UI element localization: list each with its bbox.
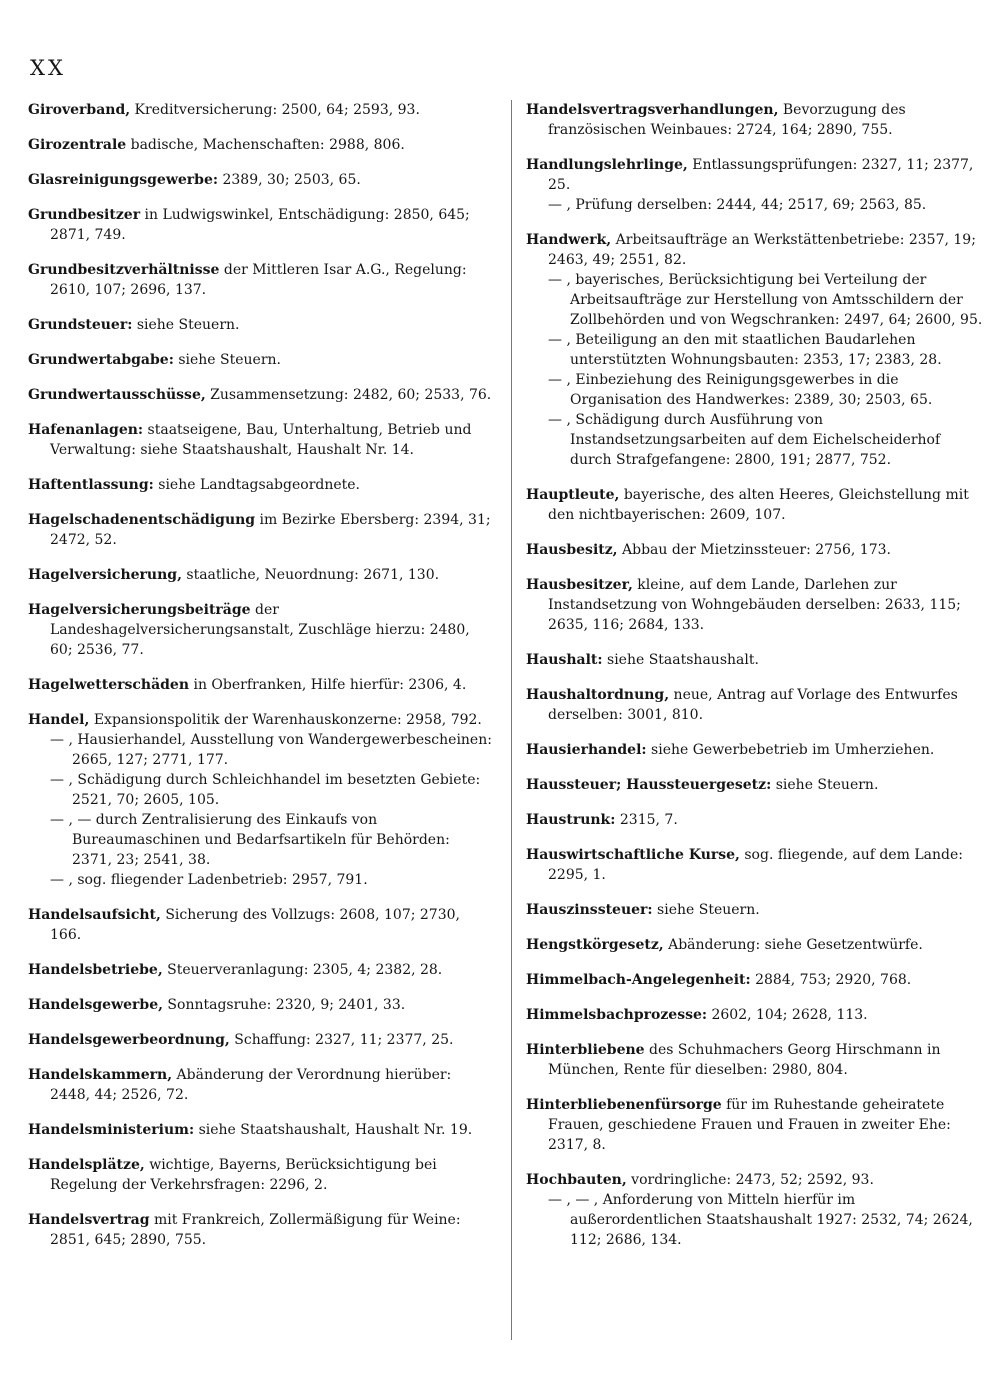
entry-main-line xyxy=(28,135,492,155)
entry-text: siehe Steuern. xyxy=(771,777,879,793)
entry-heading: Himmelsbachprozesse: xyxy=(526,1007,708,1023)
entry-text: Zusammensetzung: 2482, 60; 2533, 76. xyxy=(205,387,492,403)
entry-main-line xyxy=(526,230,984,270)
index-entry xyxy=(28,135,492,155)
index-entry xyxy=(526,1040,984,1080)
index-entry xyxy=(526,900,984,920)
right-column xyxy=(526,100,984,1265)
entry-text: — , Schädigung durch Schleichhandel im besetzten Gebiete: 2521, 70; 2605, 105. xyxy=(50,772,481,808)
index-entry xyxy=(28,905,492,945)
entry-heading: Hafenanlagen: xyxy=(28,422,144,438)
entry-main-line xyxy=(526,775,984,795)
index-entry xyxy=(28,420,492,460)
index-entry xyxy=(526,1170,984,1250)
entry-main-line xyxy=(28,565,492,585)
index-entry xyxy=(526,845,984,885)
entry-heading: Hinterbliebene xyxy=(526,1042,645,1058)
entry-heading: Girozentrale xyxy=(28,137,127,153)
entry-text: Abbau der Mietzinssteuer: 2756, 173. xyxy=(617,542,891,558)
entry-text: Kreditversicherung: 2500, 64; 2593, 93. xyxy=(130,102,420,118)
entry-text: — , — durch Zentralisierung des Einkaufs von Bureaumaschinen und Bedarfsartikeln für Behörden: 2371, 23; 2541, 38. xyxy=(50,812,450,868)
entry-text: siehe Steuern. xyxy=(652,902,760,918)
entry-main-line xyxy=(526,1040,984,1080)
entry-main-line xyxy=(526,810,984,830)
entry-heading: Hausbesitz, xyxy=(526,542,618,558)
entry-text: 2315, 7. xyxy=(615,812,678,828)
index-entry xyxy=(28,675,492,695)
entry-heading: Hochbauten, xyxy=(526,1172,627,1188)
entry-text: 2389, 30; 2503, 65. xyxy=(218,172,361,188)
entry-sub-line xyxy=(526,195,984,215)
page-number: XX xyxy=(30,56,66,80)
entry-text: staatliche, Neuordnung: 2671, 130. xyxy=(181,567,440,583)
index-entry xyxy=(28,475,492,495)
entry-main-line xyxy=(28,1155,492,1195)
index-entry xyxy=(28,1065,492,1105)
left-column xyxy=(28,100,492,1265)
entry-heading: Grundbesitzverhältnisse xyxy=(28,262,220,278)
entry-main-line xyxy=(28,260,492,300)
index-entry xyxy=(526,970,984,990)
entry-main-line xyxy=(526,685,984,725)
entry-text: kleine, auf dem Lande, Darlehen zur Instandsetzung von Wohngebäuden derselben: 2633, 115; 2635, 116; 2684, 133. xyxy=(548,577,961,633)
entry-main-line xyxy=(526,485,984,525)
entry-text: der Mittleren Isar A.G., Regelung: 2610, 107; 2696, 137. xyxy=(50,262,467,298)
entry-heading: Handelsplätze, xyxy=(28,1157,145,1173)
index-entry xyxy=(28,510,492,550)
entry-sub-line xyxy=(526,410,984,470)
entry-sub-line xyxy=(526,1190,984,1250)
entry-heading: Grundbesitzer xyxy=(28,207,141,223)
entry-heading: Handwerk, xyxy=(526,232,612,248)
entry-text: des Schuhmachers Georg Hirschmann in München, Rente für dieselben: 2980, 804. xyxy=(548,1042,941,1078)
entry-text: in Ludwigswinkel, Entschädigung: 2850, 645; 2871, 749. xyxy=(50,207,470,243)
entry-text: — , Prüfung derselben: 2444, 44; 2517, 69; 2563, 85. xyxy=(548,197,927,213)
entry-main-line xyxy=(526,740,984,760)
entry-heading: Hagelwetterschäden xyxy=(28,677,190,693)
entry-text: 2884, 753; 2920, 768. xyxy=(750,972,912,988)
entry-text: neue, Antrag auf Vorlage des Entwurfes derselben: 3001, 810. xyxy=(548,687,958,723)
entry-text: Steuerveranlagung: 2305, 4; 2382, 28. xyxy=(162,962,443,978)
entry-heading: Haushaltordnung, xyxy=(526,687,670,703)
entry-heading: Hausierhandel: xyxy=(526,742,647,758)
entry-text: im Bezirke Ebersberg: 2394, 31; 2472, 52. xyxy=(50,512,491,548)
entry-main-line xyxy=(28,960,492,980)
column-divider xyxy=(511,100,512,1340)
index-entry xyxy=(28,1030,492,1050)
entry-heading: Handel, xyxy=(28,712,90,728)
entry-sub-line xyxy=(28,810,492,870)
entry-main-line xyxy=(526,575,984,635)
index-entry xyxy=(28,995,492,1015)
entry-main-line xyxy=(28,385,492,405)
entry-heading: Handelsvertrag xyxy=(28,1212,150,1228)
entry-heading: Hauptleute, xyxy=(526,487,620,503)
entry-heading: Grundsteuer: xyxy=(28,317,133,333)
entry-main-line xyxy=(28,1210,492,1250)
entry-text: sog. fliegende, auf dem Lande: 2295, 1. xyxy=(548,847,963,883)
entry-main-line xyxy=(28,100,492,120)
entry-main-line xyxy=(28,710,492,730)
entry-sub-line xyxy=(526,330,984,370)
entry-main-line xyxy=(526,970,984,990)
entry-sub-line xyxy=(526,270,984,330)
entry-heading: Hauswirtschaftliche Kurse, xyxy=(526,847,740,863)
index-entry xyxy=(28,350,492,370)
index-entry xyxy=(526,810,984,830)
entry-heading: Hengstkörgesetz, xyxy=(526,937,664,953)
entry-text: Schaffung: 2327, 11; 2377, 25. xyxy=(229,1032,454,1048)
entry-main-line xyxy=(28,1120,492,1140)
entry-heading: Hagelversicherungsbeiträge xyxy=(28,602,251,618)
entry-sub-line xyxy=(28,870,492,890)
entry-heading: Haftentlassung: xyxy=(28,477,154,493)
index-entry xyxy=(526,935,984,955)
entry-main-line xyxy=(28,315,492,335)
entry-heading: Hagelschadenentschädigung xyxy=(28,512,256,528)
entry-text: Abänderung der Verordnung hierüber: 2448, 44; 2526, 72. xyxy=(50,1067,452,1103)
entry-heading: Handelsministerium: xyxy=(28,1122,195,1138)
entry-heading: Himmelbach-Angelegenheit: xyxy=(526,972,751,988)
entry-text: in Oberfranken, Hilfe hierfür: 2306, 4. xyxy=(189,677,467,693)
index-entry xyxy=(28,260,492,300)
entry-text: Entlassungsprüfungen: 2327, 11; 2377, 25. xyxy=(548,157,974,193)
entry-text: vordringliche: 2473, 52; 2592, 93. xyxy=(626,1172,874,1188)
index-entry xyxy=(526,775,984,795)
index-entry xyxy=(28,565,492,585)
entry-text: Sonntagsruhe: 2320, 9; 2401, 33. xyxy=(162,997,406,1013)
entry-text: siehe Gewerbebetrieb im Umherziehen. xyxy=(646,742,935,758)
index-entry xyxy=(28,960,492,980)
index-entry xyxy=(28,1155,492,1195)
index-entry xyxy=(28,1210,492,1250)
index-entry xyxy=(28,100,492,120)
entry-text: bayerische, des alten Heeres, Gleichstellung mit den nichtbayerischen: 2609, 107. xyxy=(548,487,969,523)
entry-heading: Hausbesitzer, xyxy=(526,577,633,593)
entry-main-line xyxy=(526,935,984,955)
index-entry xyxy=(526,155,984,215)
entry-main-line xyxy=(526,1170,984,1190)
entry-text: staatseigene, Bau, Unterhaltung, Betrieb und Verwaltung: siehe Staatshaushalt, Haushalt Nr. 14. xyxy=(50,422,472,458)
entry-text: der Landeshagelversicherungsanstalt, Zuschläge hierzu: 2480, 60; 2536, 77. xyxy=(50,602,470,658)
entry-text: Arbeitsaufträge an Werkstättenbetriebe: 2357, 19; 2463, 49; 2551, 82. xyxy=(548,232,976,268)
entry-main-line xyxy=(526,1005,984,1025)
index-entry xyxy=(28,600,492,660)
index-entry xyxy=(28,710,492,890)
entry-text: siehe Steuern. xyxy=(173,352,281,368)
index-entry xyxy=(526,540,984,560)
index-entry xyxy=(28,1120,492,1140)
index-entry xyxy=(526,1005,984,1025)
entry-text: siehe Steuern. xyxy=(132,317,240,333)
entry-text: Expansionspolitik der Warenhauskonzerne: 2958, 792. xyxy=(89,712,482,728)
entry-heading: Haussteuer; Haussteuergesetz: xyxy=(526,777,772,793)
entry-heading: Haustrunk: xyxy=(526,812,616,828)
entry-main-line xyxy=(526,540,984,560)
entry-heading: Haushalt: xyxy=(526,652,603,668)
entry-text: 2602, 104; 2628, 113. xyxy=(707,1007,868,1023)
entry-main-line xyxy=(28,170,492,190)
entry-heading: Giroverband, xyxy=(28,102,131,118)
index-entry xyxy=(526,650,984,670)
entry-text: — , Schädigung durch Ausführung von Instandsetzungsarbeiten auf dem Eichelscheiderhof durch Strafgefangene: 2800, 191; 2877, 752. xyxy=(548,412,941,468)
index-entry xyxy=(28,170,492,190)
entry-main-line xyxy=(28,205,492,245)
index-entry xyxy=(526,1095,984,1155)
entry-sub-line xyxy=(28,770,492,810)
entry-text: Sicherung des Vollzugs: 2608, 107; 2730, 166. xyxy=(50,907,460,943)
entry-main-line xyxy=(28,600,492,660)
entry-main-line xyxy=(28,510,492,550)
entry-heading: Handelsvertragsverhandlungen, xyxy=(526,102,779,118)
entry-text: — , Einbeziehung des Reinigungsgewerbes in die Organisation des Handwerkes: 2389, 30; 2503, 65. xyxy=(548,372,933,408)
index-entry xyxy=(28,385,492,405)
entry-sub-line xyxy=(526,370,984,410)
entry-main-line xyxy=(28,350,492,370)
entry-text: — , — , Anforderung von Mitteln hierfür im außerordentlichen Staatshaushalt 1927: 2532, 74; 2624, 112; 2686, 134. xyxy=(548,1192,973,1248)
index-entry xyxy=(526,100,984,140)
entry-main-line xyxy=(28,995,492,1015)
entry-heading: Handelsaufsicht, xyxy=(28,907,161,923)
entry-heading: Grundwertabgabe: xyxy=(28,352,174,368)
entry-text: mit Frankreich, Zollermäßigung für Weine: 2851, 645; 2890, 755. xyxy=(50,1212,461,1248)
entry-text: siehe Landtagsabgeordnete. xyxy=(153,477,361,493)
entry-heading: Grundwertausschüsse, xyxy=(28,387,206,403)
entry-heading: Hauszinssteuer: xyxy=(526,902,653,918)
entry-text: — , bayerisches, Berücksichtigung bei Verteilung der Arbeitsaufträge zur Herstellung von Amtsschildern der Zollbehörden und von Wegschranken: 2497, 64; 2600, 95. xyxy=(548,272,983,328)
entry-heading: Hinterbliebenenfürsorge xyxy=(526,1097,722,1113)
entry-sub-line xyxy=(28,730,492,770)
entry-main-line xyxy=(28,675,492,695)
entry-main-line xyxy=(526,155,984,195)
entry-main-line xyxy=(28,905,492,945)
entry-text: Bevorzugung des französischen Weinbaues: 2724, 164; 2890, 755. xyxy=(548,102,906,138)
entry-text: siehe Staatshaushalt, Haushalt Nr. 19. xyxy=(194,1122,473,1138)
entry-main-line xyxy=(28,1030,492,1050)
index-entry xyxy=(526,485,984,525)
entry-text: — , Beteiligung an den mit staatlichen Baudarlehen unterstützten Wohnungsbauten: 2353, 17; 2383, 28. xyxy=(548,332,942,368)
entry-text: badische, Machenschaften: 2988, 806. xyxy=(126,137,405,153)
entry-heading: Hagelversicherung, xyxy=(28,567,182,583)
entry-text: siehe Staatshaushalt. xyxy=(602,652,759,668)
entry-heading: Handlungslehrlinge, xyxy=(526,157,688,173)
entry-heading: Handelsbetriebe, xyxy=(28,962,163,978)
entry-main-line xyxy=(28,1065,492,1105)
entry-text: — , Hausierhandel, Ausstellung von Wandergewerbescheinen: 2665, 127; 2771, 177. xyxy=(50,732,492,768)
index-entry xyxy=(526,740,984,760)
index-entry xyxy=(28,315,492,335)
entry-main-line xyxy=(526,900,984,920)
entry-heading: Handelsgewerbe, xyxy=(28,997,163,1013)
index-entry xyxy=(526,575,984,635)
entry-main-line xyxy=(28,475,492,495)
entry-main-line xyxy=(526,100,984,140)
entry-main-line xyxy=(526,1095,984,1155)
entry-heading: Handelsgewerbeordnung, xyxy=(28,1032,230,1048)
index-entry xyxy=(28,205,492,245)
index-entry xyxy=(526,685,984,725)
entry-main-line xyxy=(28,420,492,460)
entry-heading: Glasreinigungsgewerbe: xyxy=(28,172,219,188)
entry-main-line xyxy=(526,650,984,670)
index-entry xyxy=(526,230,984,470)
entry-main-line xyxy=(526,845,984,885)
entry-heading: Handelskammern, xyxy=(28,1067,173,1083)
entry-text: wichtige, Bayerns, Berücksichtigung bei Regelung der Verkehrsfragen: 2296, 2. xyxy=(50,1157,437,1193)
entry-text: für im Ruhestande geheiratete Frauen, geschiedene Frauen und Frauen in zweiter Ehe: 2317, 8. xyxy=(548,1097,951,1153)
entry-text: Abänderung: siehe Gesetzentwürfe. xyxy=(663,937,923,953)
entry-text: — , sog. fliegender Ladenbetrieb: 2957, 791. xyxy=(50,872,368,888)
